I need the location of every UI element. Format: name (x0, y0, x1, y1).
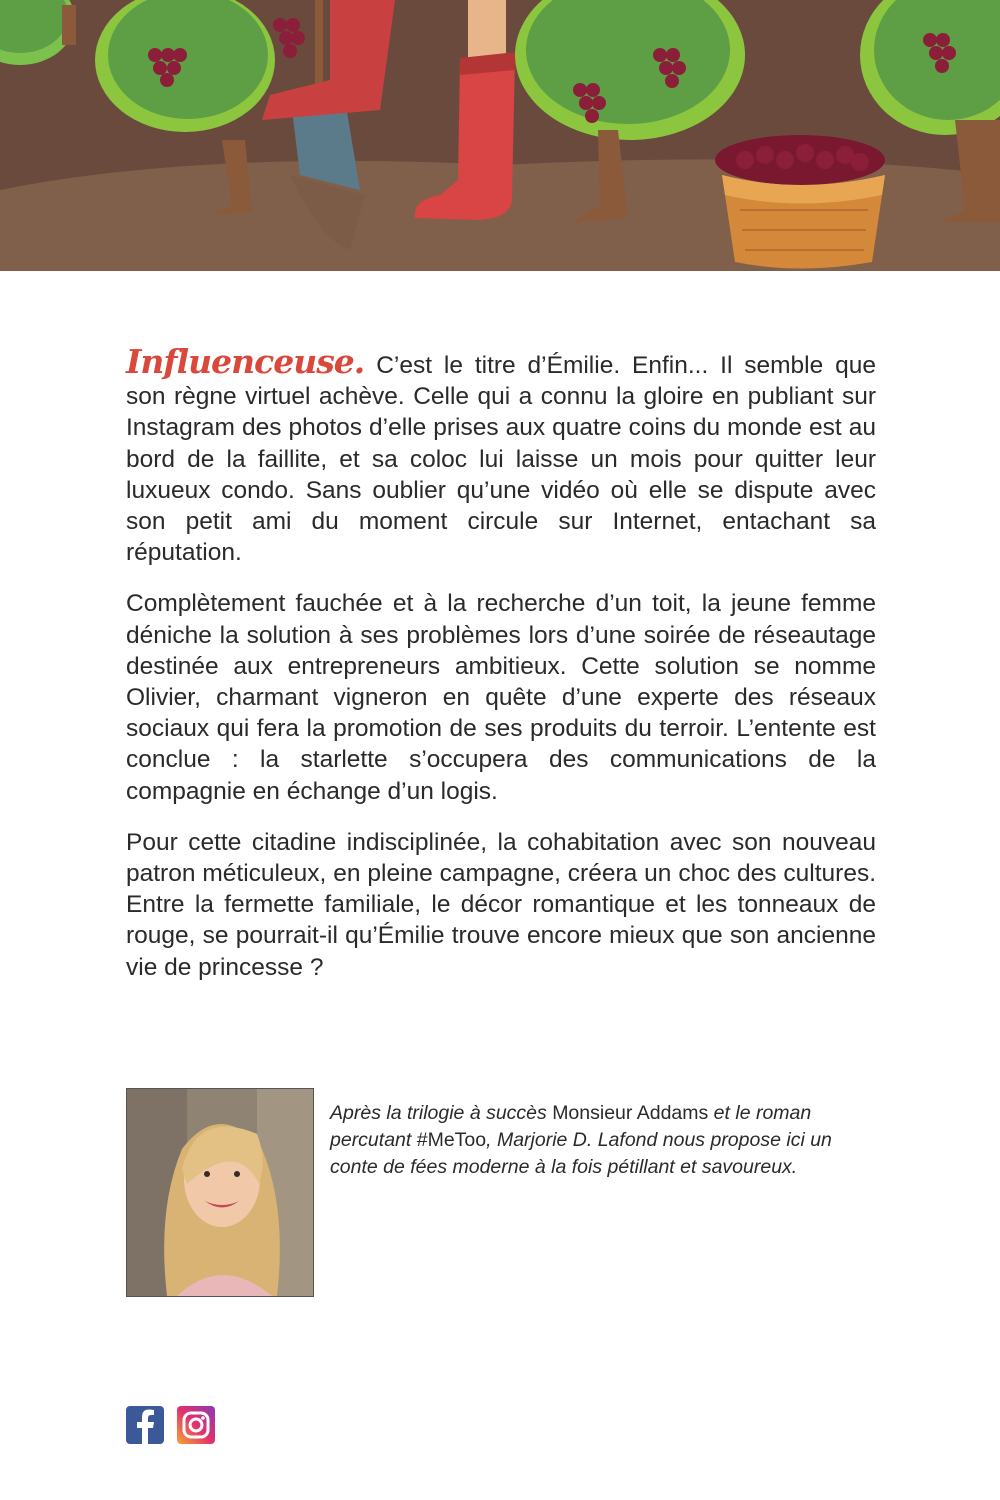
author-note (330, 1100, 850, 1181)
blurb-paragraph-2: Complètement fauchée et à la recherche d’un toit, la jeune femme déniche la solution à ses problèmes lors d’une soirée de réseautage destinée aux entrepreneurs ambitieux. Cette solution se nomme Olivier, charmant vigneron en quête d’une experte des réseaux sociaux qui fera la promotion de ses produits du terroir. L’entente est conclue : la starlette s’occupera des communications de la compagnie en échange d’un logis. (126, 590, 876, 805)
book-title-metoo: #MeToo (416, 1129, 487, 1151)
blurb-paragraph-1-text: C’est le titre d’Émilie. Enfin... Il semble que son règne virtuel achève. Celle qui a connu la gloire en publiant sur Instagram des photos d’elle prises aux quatre coins du monde est au bord de la faillite, et sa coloc lui laisse un mois pour quitter leur luxueux condo. Sans oublier qu’une vidéo où elle se dispute avec son petit ami du moment circule sur Internet, entachant sa réputation. (126, 352, 877, 567)
blurb-paragraph-1 (126, 342, 877, 568)
author-note-text-1: Après la trilogie à succès (330, 1102, 553, 1124)
facebook-icon[interactable] (126, 1406, 164, 1444)
book-title-monsieur-addams: Monsieur Addams (552, 1102, 709, 1124)
vineyard-illustration (0, 0, 1000, 271)
author-section (126, 1088, 876, 1298)
back-cover-blurb (126, 342, 877, 1003)
instagram-icon[interactable] (177, 1406, 215, 1444)
author-note-text-3: , Marjorie D. Lafond nous propose ici un conte de fées moderne à la fois pétillant et savoureux. (330, 1129, 832, 1178)
blurb-paragraph-3: Pour cette citadine indisciplinée, la cohabitation avec son nouveau patron méticuleux, en pleine campagne, créera un choc des cultures. Entre la fermette familiale, le décor romantique et les tonneaux de rouge, se pourrait-il qu’Émilie trouve encore mieux que son ancienne vie de princesse ? (126, 828, 876, 981)
author-photo (126, 1088, 314, 1297)
lead-word: Influenceuse. (126, 342, 365, 381)
author-note-text-2: et le roman percutant (330, 1102, 812, 1151)
